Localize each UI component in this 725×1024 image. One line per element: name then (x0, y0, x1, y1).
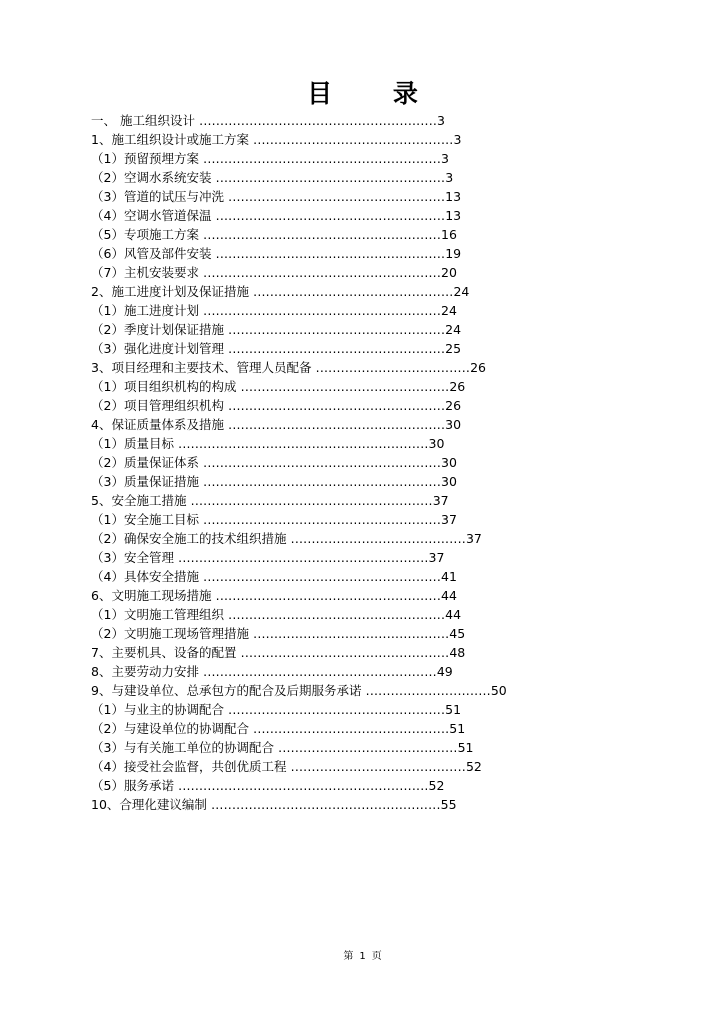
toc-entry-page-number: 52 (465, 759, 482, 774)
toc-entry-leader-dots: ............................................................ (173, 550, 429, 565)
toc-entry (91, 263, 651, 282)
toc-entry-label: 1、施工组织设计或施工方案 (91, 132, 249, 147)
toc-entry (91, 453, 651, 472)
table-of-contents (91, 111, 651, 814)
toc-entry (91, 225, 651, 244)
toc-entry (91, 187, 651, 206)
toc-entry-page-number: 37 (428, 550, 445, 565)
toc-entry-page-number: 24 (445, 322, 462, 337)
toc-entry-label: （2）与建设单位的协调配合 (91, 721, 249, 736)
toc-entry-label: 6、文明施工现场措施 (91, 588, 212, 603)
toc-entry-page-number: 51 (449, 721, 466, 736)
toc-entry-leader-dots: .......................................... (286, 531, 466, 546)
toc-entry-page-number: 51 (445, 702, 462, 717)
toc-entry (91, 168, 651, 187)
toc-entry-label: （1）文明施工管理组织 (91, 607, 224, 622)
toc-entry-label: （2）质量保证体系 (91, 455, 199, 470)
toc-entry-label: （3）安全管理 (91, 550, 174, 565)
toc-entry-label: （4）具体安全措施 (91, 569, 199, 584)
toc-entry-label: （1）与业主的协调配合 (91, 702, 224, 717)
toc-entry-leader-dots: ............................................................ (173, 778, 429, 793)
toc-entry (91, 529, 651, 548)
toc-entry-leader-dots: .................................................... (223, 189, 446, 204)
toc-entry-leader-dots: ......................................................... (198, 455, 442, 470)
toc-entry-page-number: 26 (470, 360, 486, 375)
toc-entry-page-number: 24 (441, 303, 457, 318)
toc-entry-label: （2）季度计划保证措施 (91, 322, 224, 337)
toc-entry (91, 377, 651, 396)
toc-entry (91, 149, 651, 168)
toc-entry-page-number: 30 (428, 436, 445, 451)
toc-entry (91, 339, 651, 358)
toc-entry (91, 795, 651, 814)
toc-entry-page-number: 30 (441, 474, 457, 489)
toc-entry-leader-dots: ....................................................... (211, 208, 446, 223)
toc-entry (91, 624, 651, 643)
toc-entry (91, 700, 651, 719)
toc-entry (91, 320, 651, 339)
toc-entry (91, 738, 651, 757)
toc-entry (91, 586, 651, 605)
footer-suffix: 页 (371, 951, 382, 962)
toc-entry-page-number: 26 (449, 379, 466, 394)
toc-entry-label: （1）预留预埋方案 (91, 151, 199, 166)
toc-entry-leader-dots: .................................................... (223, 341, 446, 356)
toc-entry-leader-dots: .................................................. (236, 379, 450, 394)
toc-entry (91, 301, 651, 320)
toc-entry-label: （2）空调水系统安装 (91, 170, 212, 185)
toc-entry-leader-dots: .................................................... (223, 702, 446, 717)
toc-entry-leader-dots: .................................................... (223, 417, 446, 432)
toc-entry-page-number: 3 (437, 113, 445, 128)
toc-entry-page-number: 3 (453, 132, 462, 147)
toc-entry-label: （7）主机安装要求 (91, 265, 199, 280)
toc-entry-label: （3）强化进度计划管理 (91, 341, 224, 356)
toc-entry-page-number: 37 (441, 512, 457, 527)
toc-entry-page-number: 3 (445, 170, 454, 185)
toc-entry-page-number: 13 (445, 208, 462, 223)
toc-entry-leader-dots: ......................................................... (198, 265, 442, 280)
toc-entry-leader-dots: ......................................................... (198, 227, 442, 242)
toc-entry-label: （2）文明施工现场管理措施 (91, 626, 249, 641)
toc-entry-label: 一、 施工组织设计 (91, 113, 195, 128)
toc-entry (91, 757, 651, 776)
toc-entry-leader-dots: ......................................................... (198, 151, 442, 166)
toc-entry (91, 605, 651, 624)
toc-entry-leader-dots: .......................................................... (186, 493, 433, 508)
toc-entry (91, 472, 651, 491)
toc-entry-label: （1）质量目标 (91, 436, 174, 451)
footer-prefix: 第 (343, 951, 354, 962)
toc-entry-leader-dots: ......................................................... (198, 303, 442, 318)
toc-entry-label: 5、安全施工措施 (91, 493, 187, 508)
toc-entry-label: （3）质量保证措施 (91, 474, 199, 489)
toc-entry (91, 548, 651, 567)
toc-entry-label: 10、合理化建议编制 (91, 797, 207, 812)
toc-entry-leader-dots: ..................................... (311, 360, 471, 375)
toc-entry (91, 415, 651, 434)
toc-entry-page-number: 55 (440, 797, 457, 812)
toc-entry (91, 206, 651, 225)
toc-entry-leader-dots: ......................................................... (194, 113, 438, 128)
toc-entry-page-number: 37 (465, 531, 482, 546)
toc-entry-leader-dots: .................................................... (223, 398, 446, 413)
toc-entry-label: （1）项目组织机构的构成 (91, 379, 237, 394)
toc-entry-page-number: 30 (445, 417, 462, 432)
page-title: 目 录 (307, 79, 444, 108)
toc-entry-leader-dots: ....................................................... (206, 797, 441, 812)
toc-entry-page-number: 16 (441, 227, 457, 242)
toc-entry-leader-dots: ........................................... (273, 740, 458, 755)
toc-entry-leader-dots: .................................................. (236, 645, 450, 660)
toc-entry (91, 776, 651, 795)
toc-entry (91, 719, 651, 738)
toc-entry (91, 130, 651, 149)
toc-entry (91, 244, 651, 263)
page-footer (0, 950, 725, 964)
toc-entry-page-number: 49 (436, 664, 453, 679)
toc-entry (91, 111, 651, 130)
toc-entry-label: 8、主要劳动力安排 (91, 664, 199, 679)
toc-entry-leader-dots: ............................................................ (173, 436, 429, 451)
toc-entry-leader-dots: .................................................... (223, 322, 446, 337)
toc-entry-page-number: 52 (428, 778, 445, 793)
toc-entry-leader-dots: ............................................... (248, 721, 450, 736)
toc-entry-label: 4、保证质量体系及措施 (91, 417, 224, 432)
toc-entry-page-number: 50 (490, 683, 507, 698)
toc-entry (91, 662, 651, 681)
toc-entry (91, 643, 651, 662)
toc-entry-page-number: 45 (449, 626, 466, 641)
toc-entry-label: （3）与有关施工单位的协调配合 (91, 740, 274, 755)
toc-entry-leader-dots: ......................................................... (198, 474, 442, 489)
toc-entry (91, 681, 651, 700)
toc-entry (91, 396, 651, 415)
toc-entry (91, 491, 651, 510)
toc-entry-page-number: 48 (449, 645, 466, 660)
toc-entry-label: （1）安全施工目标 (91, 512, 199, 527)
toc-entry (91, 358, 651, 377)
toc-entry-leader-dots: .......................................... (286, 759, 466, 774)
toc-entry-leader-dots: ............................................... (248, 626, 450, 641)
toc-entry (91, 510, 651, 529)
toc-entry-leader-dots: ................................................ (248, 284, 454, 299)
toc-entry-leader-dots: .............................. (361, 683, 491, 698)
toc-entry (91, 434, 651, 453)
toc-entry-label: （5）服务承诺 (91, 778, 174, 793)
toc-entry-label: （4）接受社会监督，共创优质工程 (91, 759, 287, 774)
toc-entry (91, 567, 651, 586)
toc-entry-leader-dots: ................................................ (248, 132, 454, 147)
toc-entry-page-number: 13 (445, 189, 462, 204)
toc-entry-label: 2、施工进度计划及保证措施 (91, 284, 249, 299)
toc-entry-leader-dots: ......................................................... (198, 512, 442, 527)
toc-entry-label: （5）专项施工方案 (91, 227, 199, 242)
toc-entry-page-number: 44 (441, 588, 457, 603)
footer-page-number: 1 (359, 951, 366, 962)
toc-entry-label: （1）施工进度计划 (91, 303, 199, 318)
toc-entry-page-number: 19 (445, 246, 462, 261)
toc-entry-page-number: 41 (441, 569, 457, 584)
toc-entry-leader-dots: ........................................................ (198, 664, 437, 679)
toc-entry-label: （3）管道的试压与冲洗 (91, 189, 224, 204)
toc-entry-label: 7、主要机具、设备的配置 (91, 645, 237, 660)
toc-entry-page-number: 51 (457, 740, 474, 755)
toc-entry-page-number: 25 (445, 341, 462, 356)
toc-entry-page-number: 26 (445, 398, 462, 413)
toc-entry-label: （2）确保安全施工的技术组织措施 (91, 531, 287, 546)
toc-entry-page-number: 37 (432, 493, 449, 508)
toc-entry-page-number: 44 (445, 607, 462, 622)
toc-entry-label: 9、与建设单位、总承包方的配合及后期服务承诺 (91, 683, 362, 698)
toc-entry-leader-dots: .................................................... (223, 607, 446, 622)
toc-entry-leader-dots: ......................................................... (198, 569, 442, 584)
toc-entry-label: （6）风管及部件安装 (91, 246, 212, 261)
toc-entry (91, 282, 651, 301)
toc-entry-page-number: 30 (441, 455, 457, 470)
toc-entry-leader-dots: ....................................................... (211, 246, 446, 261)
toc-entry-page-number: 3 (441, 151, 449, 166)
toc-entry-leader-dots: ....................................................... (211, 170, 446, 185)
toc-entry-page-number: 24 (453, 284, 470, 299)
toc-entry-leader-dots: ...................................................... (211, 588, 442, 603)
toc-entry-label: （2）项目管理组织机构 (91, 398, 224, 413)
toc-entry-label: 3、项目经理和主要技术、管理人员配备 (91, 360, 312, 375)
toc-entry-page-number: 20 (441, 265, 457, 280)
toc-entry-label: （4）空调水管道保温 (91, 208, 212, 223)
